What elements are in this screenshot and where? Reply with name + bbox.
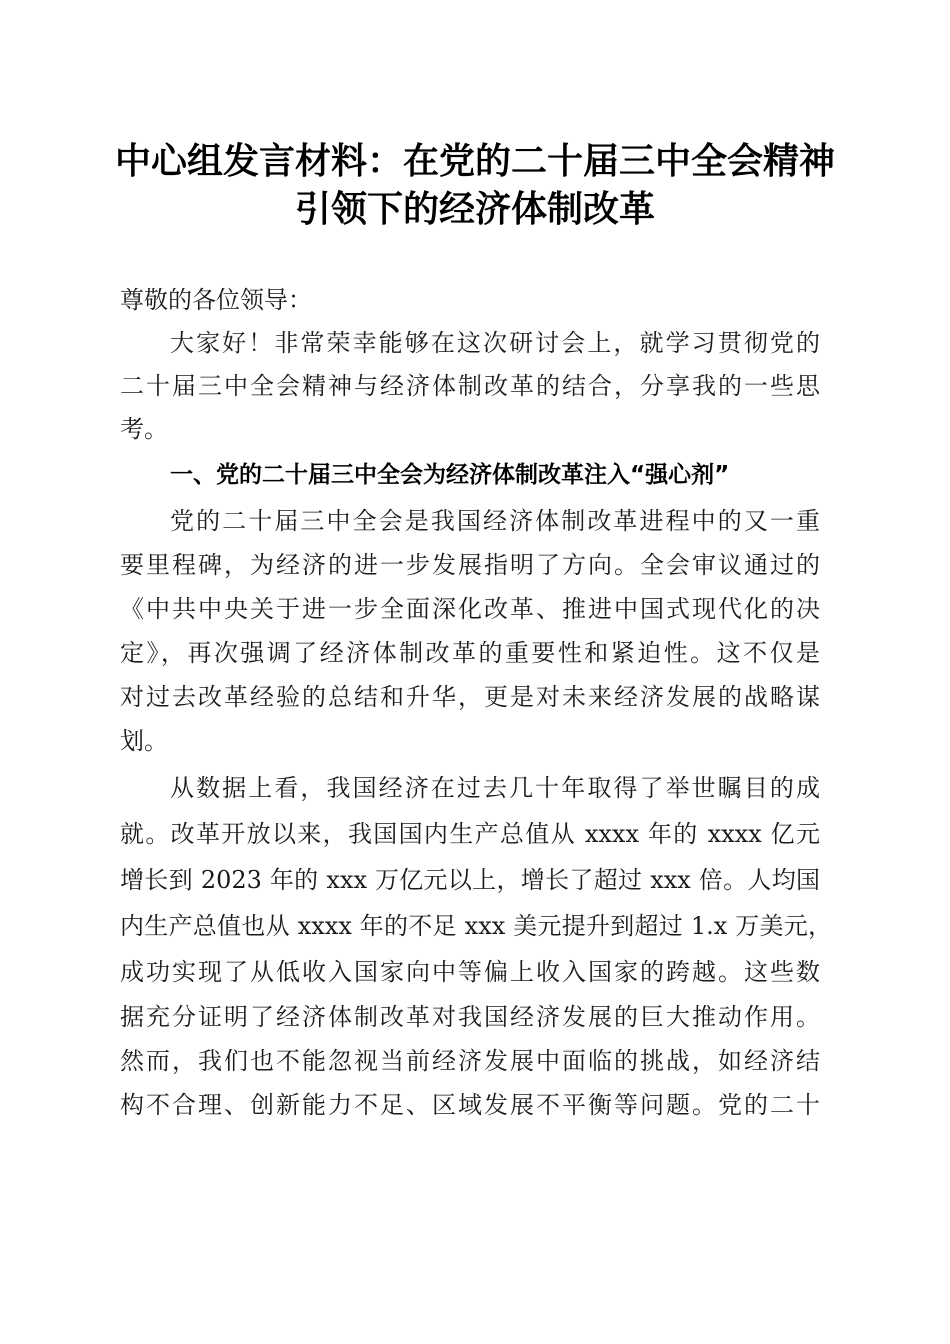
para-2-line-7: 然而，我们也不能忽视当前经济发展中面临的挑战，如经济结 <box>120 1047 820 1075</box>
document-title-line-1: 中心组发言材料：在党的二十届三中全会精神 <box>114 140 835 182</box>
para-2-line-2: 就。改革开放以来，我国国内生产总值从 xxxx 年的 xxxx 亿元 <box>120 820 820 848</box>
intro-line-1: 大家好！非常荣幸能够在这次研讨会上，就学习贯彻党的 <box>170 329 820 357</box>
para-1-line-5: 对过去改革经验的总结和升华，更是对未来经济发展的战略谋 <box>120 683 820 711</box>
para-2-line-3: 增长到 2023 年的 xxx 万亿元以上，增长了超过 xxx 倍。人均国 <box>120 866 820 894</box>
para-1-line-6: 划。 <box>120 727 168 755</box>
document-title-line-2: 引领下的经济体制改革 <box>294 188 655 230</box>
para-2-line-1: 从数据上看，我国经济在过去几十年取得了举世瞩目的成 <box>170 774 820 802</box>
para-2-line-4: 内生产总值也从 xxxx 年的不足 xxx 美元提升到超过 1.x 万美元， <box>120 912 832 940</box>
salutation: 尊敬的各位领导： <box>120 286 312 314</box>
para-1-line-4: 定》，再次强调了经济体制改革的重要性和紧迫性。这不仅是 <box>120 639 820 667</box>
para-2-line-8: 构不合理、创新能力不足、区域发展不平衡等问题。党的二十 <box>120 1091 820 1119</box>
section-1-heading: 一、党的二十届三中全会为经济体制改革注入“强心剂” <box>170 462 730 488</box>
intro-line-3: 考。 <box>120 415 168 443</box>
para-2-line-5: 成功实现了从低收入国家向中等偏上收入国家的跨越。这些数 <box>120 958 820 986</box>
para-1-line-1: 党的二十届三中全会是我国经济体制改革进程中的又一重 <box>170 507 820 535</box>
para-2-line-6: 据充分证明了经济体制改革对我国经济发展的巨大推动作用。 <box>120 1003 820 1031</box>
para-1-line-3: 《中共中央关于进一步全面深化改革、推进中国式现代化的决 <box>120 595 820 623</box>
intro-line-2: 二十届三中全会精神与经济体制改革的结合，分享我的一些思 <box>120 372 820 400</box>
para-1-line-2: 要里程碑，为经济的进一步发展指明了方向。全会审议通过的 <box>120 551 820 579</box>
